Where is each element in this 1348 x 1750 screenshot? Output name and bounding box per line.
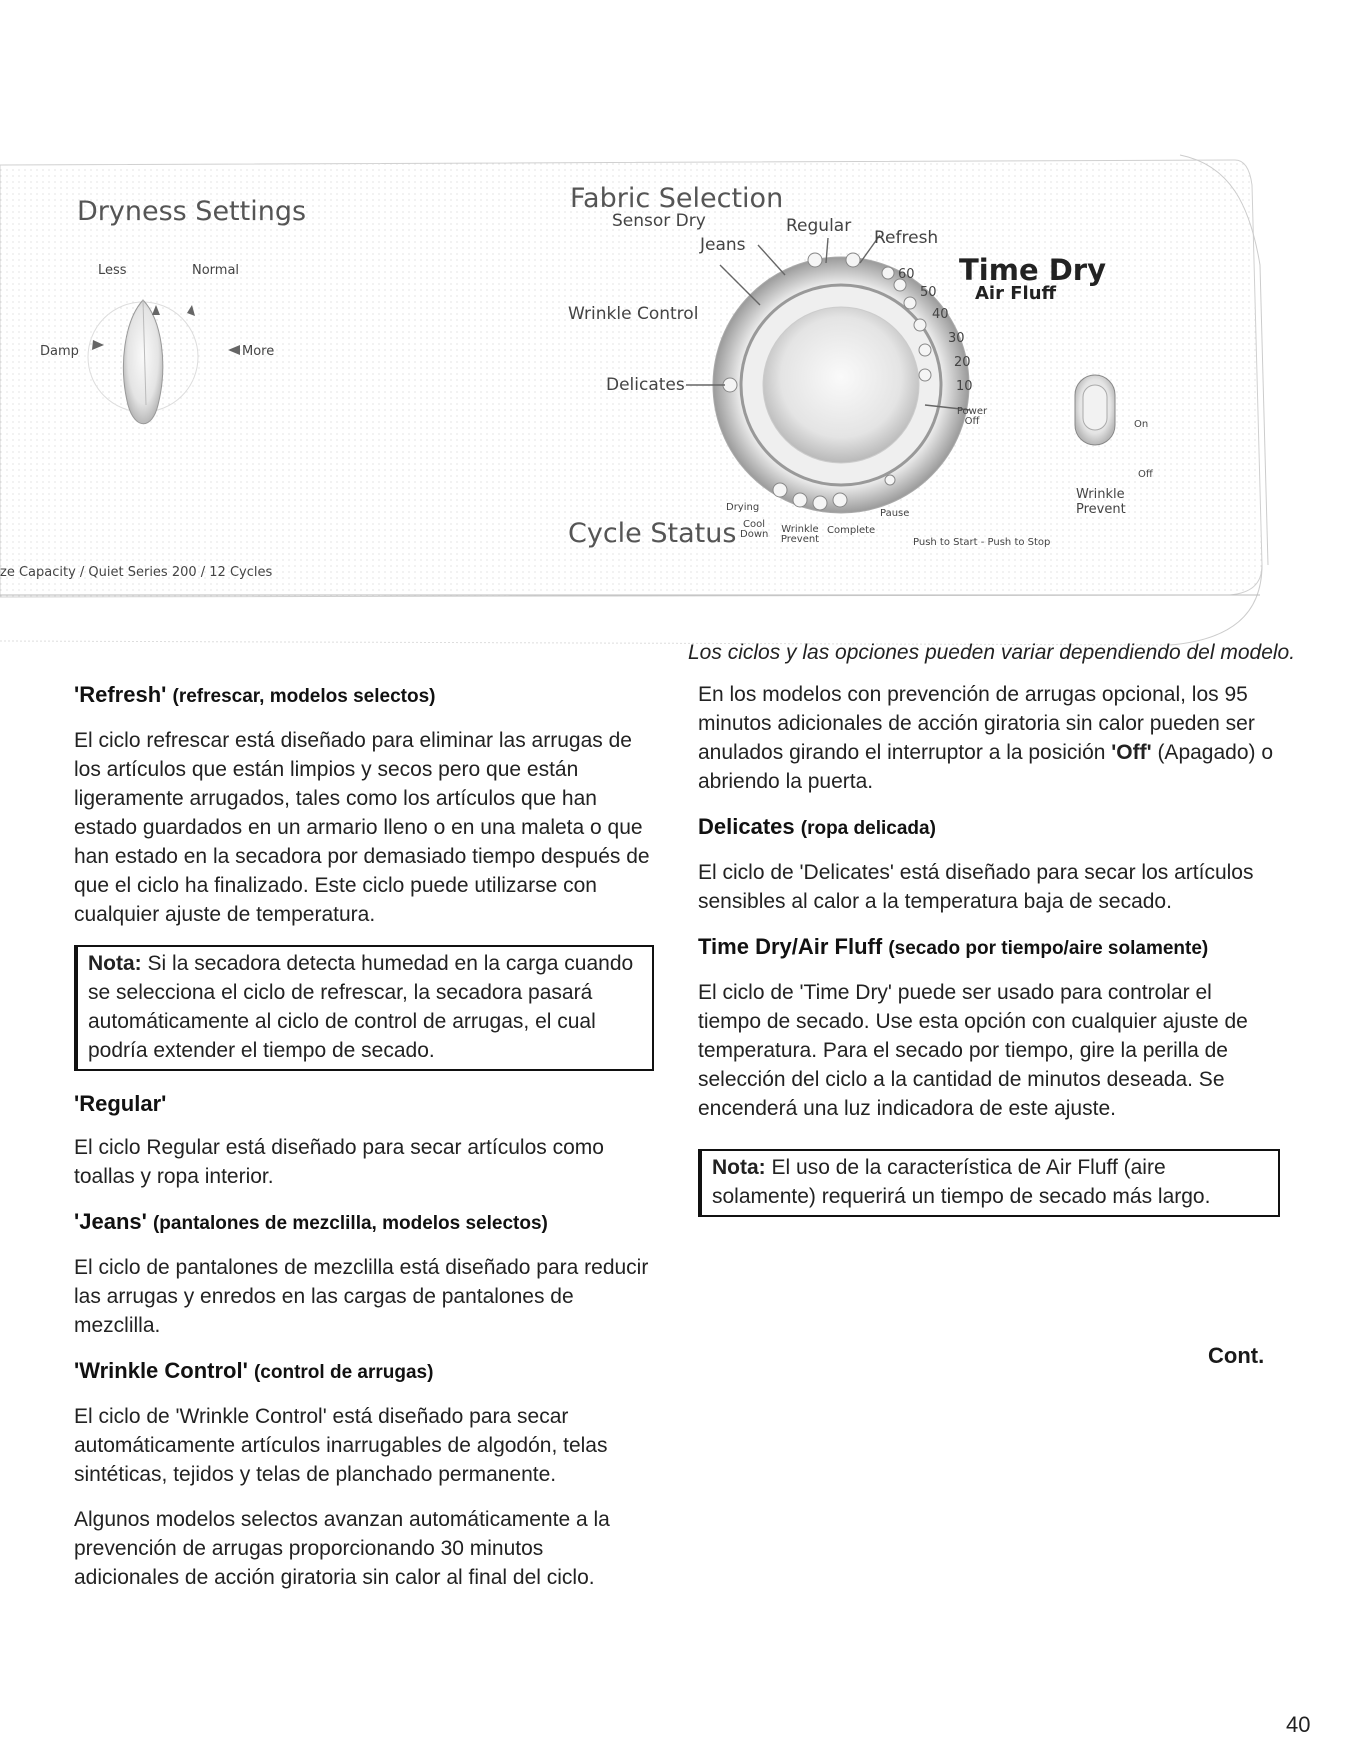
refresh-label: Refresh (874, 228, 939, 248)
cycle-status-title: Cycle Status (568, 518, 737, 549)
dryness-damp-label: Damp (40, 344, 79, 359)
refresh-heading-subtitle: (refrescar, modelos selectos) (172, 686, 436, 707)
continued-label: Cont. (1208, 1343, 1265, 1368)
refresh-note-text: Si la secadora detecta humedad en la carga cuando se selecciona el ciclo de refrescar, la secadora pasará automáticamente al ciclo de control de arrugas, el cual podría extender el tiempo de secado. (88, 952, 634, 1062)
jeans-heading-title: 'Jeans' (74, 1209, 147, 1234)
time-dry-paragraph: El ciclo de 'Time Dry' puede ser usado para controlar el tiempo de secado. Use esta opción con cualquier ajuste de temperatura. Para el secado por tiempo, gire la perilla de selección del ciclo a la cantidad de minutos deseada. Se encenderá una luz indicadora de este ajuste. (698, 981, 1248, 1120)
time-60-label: 60 (898, 267, 915, 282)
jeans-heading-subtitle: (pantalones de mezclilla, modelos selectos) (152, 1213, 548, 1234)
time-30-label: 30 (948, 331, 965, 346)
time-10-label: 10 (956, 379, 973, 394)
wrinkle-control-heading (74, 1356, 654, 1388)
regular-label: Regular (786, 216, 852, 236)
push-to-start-label: Push to Start - Push to Stop (913, 537, 1051, 548)
wrinkle-control-heading-title: 'Wrinkle Control' (74, 1358, 248, 1383)
status-cool-down-label: Cool Down (740, 519, 769, 540)
dryness-more-label: More (242, 344, 275, 359)
delicates-label: Delicates (606, 375, 685, 395)
regular-heading: 'Regular' (74, 1091, 167, 1116)
wrinkle-prevent-text-a: En los modelos con prevención de arrugas opcional, los 95 minutos adicionales de acción giratoria sin calor pueden ser anulados girando el interruptor a la posición (698, 683, 1255, 764)
status-drying-label: Drying (726, 502, 760, 513)
time-50-label: 50 (920, 285, 937, 300)
air-fluff-label: Air Fluff (975, 283, 1057, 304)
delicates-paragraph: El ciclo de 'Delicates' está diseñado para secar los artículos sensibles al calor a la temperatura baja de secado. (698, 861, 1254, 913)
status-pause-label: Pause (880, 508, 910, 519)
refresh-paragraph: El ciclo refrescar está diseñado para eliminar las arrugas de los artículos que están limpios y secos pero que están ligeramente arrugados, tales como los artículos que han estado guardados en un armario lleno o en una maleta o que han estado en la secadora por demasiado tiempo después de que el ciclo ha finalizado. Este ciclo puede utilizarse con cualquier ajuste de temperatura. (74, 729, 650, 926)
time-dry-heading (698, 932, 1280, 964)
wrinkle-control-paragraph-2: Algunos modelos selectos avanzan automáticamente a la prevención de arrugas proporcionando 30 minutos adicionales de acción giratoria sin calor al final del ciclo. (74, 1508, 610, 1589)
jeans-heading (74, 1207, 654, 1239)
jeans-paragraph: El ciclo de pantalones de mezclilla está diseñado para reducir las arrugas y enredos en las cargas de pantalones de mezclilla. (74, 1256, 649, 1337)
time-dry-heading-subtitle: (secado por tiempo/aire solamente) (888, 938, 1209, 959)
time-20-label: 20 (954, 355, 971, 370)
refresh-heading (74, 680, 654, 712)
dryness-settings-title: Dryness Settings (77, 196, 307, 227)
time-40-label: 40 (932, 307, 949, 322)
wrinkle-prevent-switch-label: Wrinkle Prevent (1076, 487, 1126, 517)
wrinkle-prevent-paragraph (698, 680, 1280, 796)
wrinkle-control-label: Wrinkle Control (568, 304, 699, 324)
time-dry-heading-title: Time Dry/Air Fluff (698, 934, 883, 959)
refresh-note-box (74, 945, 654, 1071)
control-panel-illustration (0, 145, 1348, 665)
status-wrinkle-prevent-label: Wrinkle Prevent (780, 524, 820, 545)
wrinkle-control-heading-subtitle: (control de arrugas) (253, 1362, 434, 1383)
page-number: 40 (1286, 1712, 1311, 1737)
regular-paragraph: El ciclo Regular está diseñado para secar artículos como toallas y ropa interior. (74, 1136, 604, 1188)
model-series-label: ze Capacity / Quiet Series 200 / 12 Cycles (0, 565, 273, 580)
switch-on-label: On (1134, 419, 1149, 430)
wrinkle-control-paragraph-1: El ciclo de 'Wrinkle Control' está diseñado para secar automáticamente artículos inarrugables de algodón, telas sintéticas, tejidos y telas de planchado permanente. (74, 1405, 608, 1486)
time-dry-label: Time Dry (959, 253, 1106, 287)
refresh-heading-title: 'Refresh' (74, 682, 167, 707)
delicates-heading-subtitle: (ropa delicada) (800, 818, 936, 839)
refresh-note-label: Nota: (88, 952, 142, 975)
air-fluff-note-box (698, 1149, 1280, 1217)
status-complete-label: Complete (827, 525, 876, 536)
right-column (698, 680, 1280, 1235)
air-fluff-note-label: Nota: (712, 1156, 766, 1179)
dryness-less-label: Less (98, 263, 127, 278)
jeans-label: Jeans (700, 235, 746, 255)
sensor-dry-label: Sensor Dry (612, 211, 706, 231)
switch-off-label: Off (1138, 469, 1153, 480)
dryness-normal-label: Normal (192, 263, 240, 278)
fabric-selection-title: Fabric Selection (570, 183, 784, 214)
options-caption: Los ciclos y las opciones pueden variar dependiendo del modelo. (688, 641, 1296, 664)
air-fluff-note-text: El uso de la característica de Air Fluff (aire solamente) requerirá un tiempo de secado más largo. (712, 1156, 1211, 1208)
wrinkle-prevent-off-keyword: 'Off' (1111, 741, 1152, 764)
wrinkle-prevent-text-b: (Apagado) o abriendo la puerta. (698, 741, 1274, 793)
power-off-label: Power Off (956, 406, 988, 427)
delicates-heading-title: Delicates (698, 814, 795, 839)
left-column (74, 680, 654, 1608)
delicates-heading (698, 812, 1280, 844)
